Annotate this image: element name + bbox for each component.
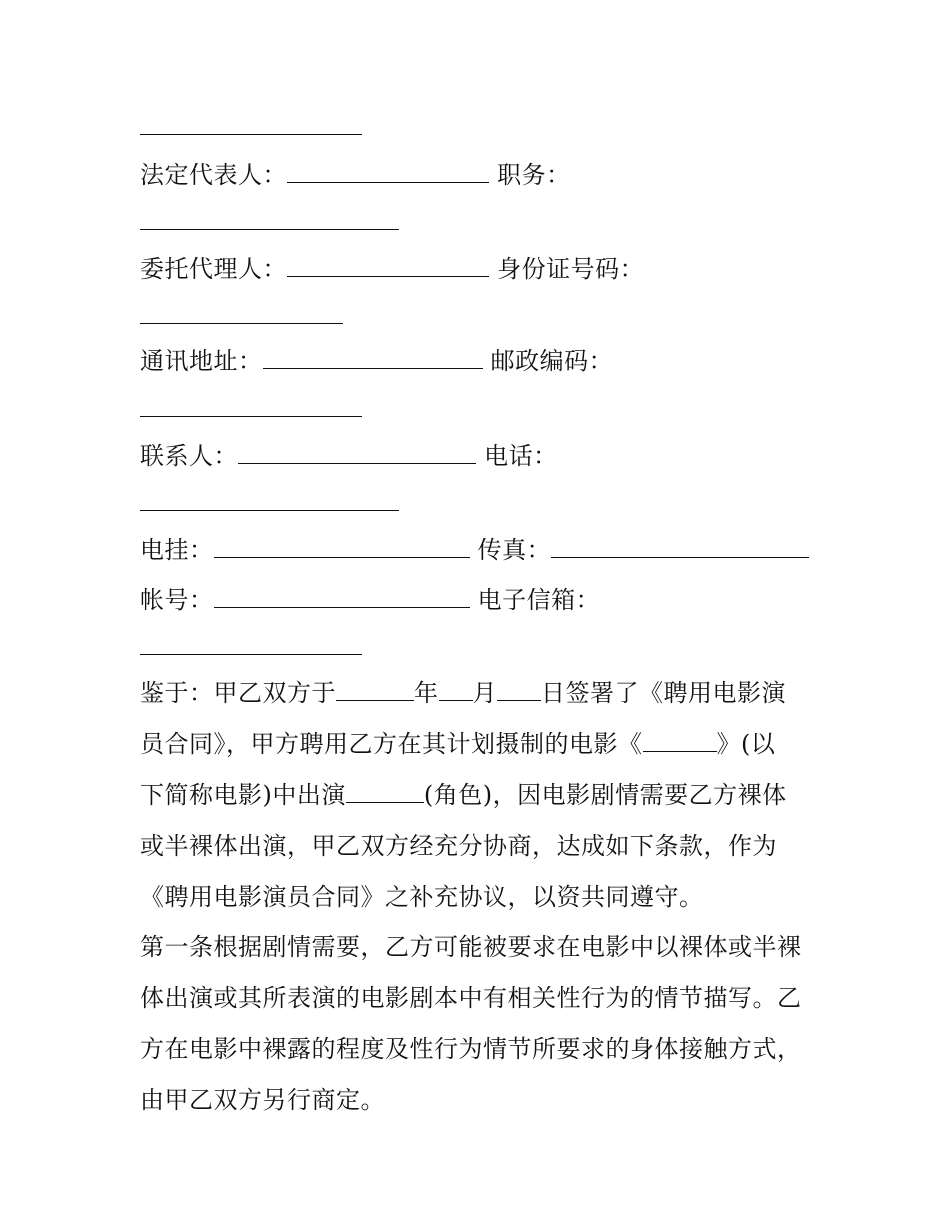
preamble-line-3 — [140, 770, 820, 821]
tel-fax-row — [140, 535, 809, 565]
preamble-text: 日签署了《聘用电影演 — [541, 679, 786, 707]
fax-blank — [551, 535, 809, 558]
tel-label: 电挂： — [140, 536, 214, 564]
account-row — [140, 585, 600, 615]
blank-line — [140, 416, 362, 417]
role-blank — [346, 780, 424, 803]
agent-blank — [287, 254, 489, 277]
contact-label: 联系人： — [140, 442, 238, 470]
address-label: 通讯地址： — [140, 347, 263, 375]
film-title-blank — [643, 729, 717, 752]
preamble-line-4: 或半裸体出演，甲乙双方经充分协商，达成如下条款，作为 — [140, 832, 777, 860]
agent-label: 委托代理人： — [140, 255, 287, 283]
preamble-text: 年 — [414, 679, 439, 707]
address-blank — [263, 346, 483, 369]
preamble-line-5: 《聘用电影演员合同》之补充协议，以资共同遵守。 — [140, 883, 704, 911]
article-1-paragraph — [140, 922, 820, 1126]
preamble-text: 下简称电影)中出演 — [140, 781, 346, 809]
article-1-line-1: 第一条根据剧情需要，乙方可能被要求在电影中以裸体或半裸 — [140, 933, 802, 961]
tel-blank — [214, 535, 470, 558]
article-1-line-3: 方在电影中裸露的程度及性行为情节所要求的身体接触方式， — [140, 1035, 802, 1063]
article-1-line-4: 由甲乙双方另行商定。 — [140, 1086, 385, 1114]
legal-rep-blank — [287, 160, 489, 183]
contact-blank — [238, 441, 476, 464]
preamble-line-2 — [140, 719, 820, 770]
blank-line — [140, 134, 362, 135]
preamble-text: 月 — [472, 679, 497, 707]
account-label: 帐号： — [140, 586, 214, 614]
agent-row — [140, 254, 644, 284]
blank-line — [140, 323, 343, 324]
month-blank — [439, 678, 473, 701]
year-blank — [336, 678, 414, 701]
legal-rep-row — [140, 160, 571, 190]
preamble-text: 员合同》，甲方聘用乙方在其计划摄制的电影《 — [140, 730, 643, 758]
preamble-text: 》(以 — [716, 730, 776, 758]
postcode-label: 邮政编码： — [490, 347, 614, 375]
legal-rep-label: 法定代表人： — [140, 161, 287, 189]
blank-line — [140, 654, 362, 655]
blank-line — [140, 229, 399, 230]
id-number-label: 身份证号码： — [497, 255, 645, 283]
preamble-paragraph — [140, 668, 820, 923]
day-blank — [497, 678, 541, 701]
preamble-text: (角色)，因电影剧情需要乙方裸体 — [423, 781, 787, 809]
email-label: 电子信箱： — [477, 586, 601, 614]
contact-row — [140, 441, 558, 471]
account-blank — [214, 585, 470, 608]
fax-label: 传真： — [477, 536, 552, 564]
position-label: 职务： — [497, 161, 571, 189]
address-row — [140, 346, 613, 376]
preamble-text: 鉴于：甲乙双方于 — [140, 679, 336, 707]
preamble-line-1 — [140, 668, 820, 719]
article-1-line-2: 体出演或其所表演的电影剧本中有相关性行为的情节描写。乙 — [140, 984, 802, 1012]
phone-label: 电话： — [484, 442, 558, 470]
blank-line — [140, 510, 399, 511]
